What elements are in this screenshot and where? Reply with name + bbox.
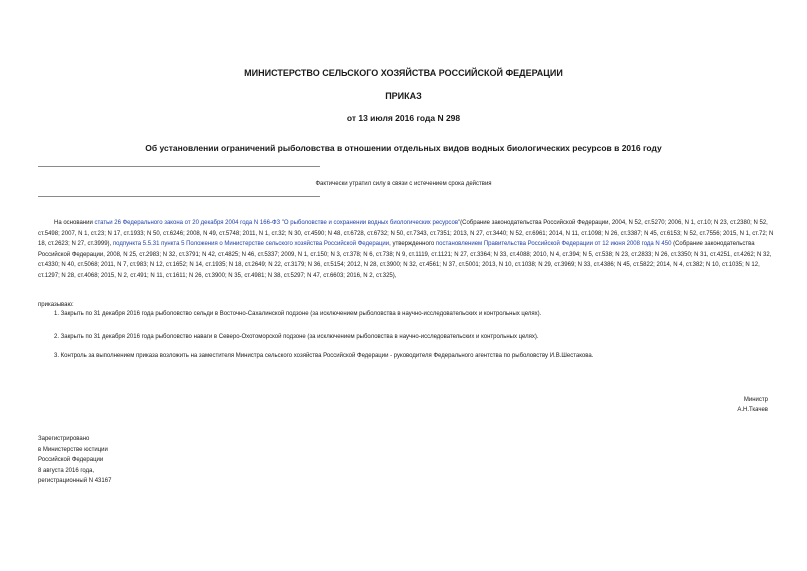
- divider-top: [38, 166, 320, 167]
- order-item-1: 1. Закрыть по 31 декабря 2016 года рыболовство сельди в Восточно-Сахалинской подзоне (за исключением рыболовства в научно-исследовательских и контрольных целях).: [54, 311, 542, 317]
- status-note: Фактически утратил силу в связи с истечением срока действия: [315, 181, 492, 187]
- basis-prefix: На основании: [54, 220, 95, 226]
- basis-citations-2: (Собрание законодательства Российской Федерации, 2008, N 25, ст.2983; N 32, ст.3791; N 42, ст.4825; N 46, ст.5337; 2009, N 1, ст.150; N 3, ст.378; N 6, ст.738; N 9, ст.1119, ст.1121; N 27, ст.3364; N 33, ст.4088; 2010, N 4, ст.394; N 5, ст.538; N 23, ст.2833; N 26, ст.3350; N 31, ст.4251, ст.4262; N 32, ст.4330; N 40, ст.5068; 2011, N 7, ст.983; N 12, ст.1652; N 14, ст.1935; N 18, ст.2649; N 22, ст.3179; N 36, ст.5154; 2012, N 28, ст.3900; N 32, ст.4561; N 37, ст.5001; 2013, N 10, ст.1038; N 29, ст.3969; N 33, ст.4386; N 45, ст.5822; 2014, N 4, ст.382; N 10, ст.1035; N 12, ст.1297; N 28, ст.4068; 2015, N 2, ст.491; N 11, ст.1611; N 26, ст.3900; N 35, ст.4981; N 38, ст.5297; N 47, ст.6603; 2016, N 2, ст.325),: [38, 241, 772, 279]
- registration-line: Российской Федерации: [38, 457, 104, 463]
- order-item-3: 3. Контроль за выполнением приказа возложить на заместителя Министра сельского хозяйства Российской Федерации - руководителя Федерального агентства по рыболовству И.В.Шестакова.: [54, 353, 594, 359]
- basis-citations-1: (Собрание законодательства Российской Федерации, 2004, N 52, ст.5270; 2006, N 1, ст.10; N 23, ст.2380; N 52, ст.5498; 2007, N 1, ст.23; N 17, ст.1933; N 50, ст.6246; 2008, N 49, ст.5748; 2011, N 1, ст.32; N 30, ст.4590; N 48, ст.6728, ст.6732; N 50, ст.7343, ст.7351; 2013, N 27, ст.3440; N 52, ст.6961; 2014, N 11, ст.1098; N 26, ст.3387; N 45, ст.6153; N 52, ст.7556; 2015, N 1, ст.72; N 18, ст.2623; N 27, ст.3999),: [38, 220, 774, 248]
- registration-line: в Министерстве юстиции: [38, 446, 108, 453]
- registration-line: 8 августа 2016 года,: [38, 467, 95, 474]
- basis-connector: , утвержденного: [389, 241, 436, 248]
- federal-law-link[interactable]: статьи 26 Федерального закона от 20 декабря 2004 года N 166-ФЗ "О рыболовстве и сохранении водных биологических ресурсов": [94, 220, 461, 226]
- order-heading: ПРИКАЗ: [385, 91, 422, 101]
- signatory-position: Министр: [743, 397, 768, 403]
- regulation-subclause-link[interactable]: подпункта 5.5.31 пункта 5 Положения о Министерстве сельского хозяйства Российской Федерации: [112, 241, 390, 248]
- order-item-2: 2. Закрыть по 31 декабря 2016 года рыболовство наваги в Северо-Охотоморской подзоне (за исключением рыболовства в научно-исследовательских и контрольных целях).: [54, 334, 539, 340]
- registration-line: Зарегистрировано: [38, 436, 90, 442]
- order-date: от 13 июля 2016 года N 298: [346, 113, 461, 123]
- signatory-name: А.Н.Ткачев: [737, 407, 768, 413]
- registration-block: [38, 434, 238, 487]
- document-title: Об установлении ограничений рыболовства в отношении отдельных видов водных биологических ресурсов в 2016 году: [145, 143, 662, 153]
- registration-line: регистрационный N 43167: [38, 478, 112, 484]
- government-decree-link[interactable]: постановлением Правительства Российской Федерации от 12 июня 2008 года N 450: [435, 241, 672, 248]
- orders-label: приказываю:: [38, 302, 74, 308]
- basis-paragraph: [38, 218, 774, 282]
- ministry-heading: МИНИСТЕРСТВО СЕЛЬСКОГО ХОЗЯЙСТВА РОССИЙСКОЙ ФЕДЕРАЦИИ: [244, 68, 563, 78]
- divider-bottom: [38, 196, 320, 197]
